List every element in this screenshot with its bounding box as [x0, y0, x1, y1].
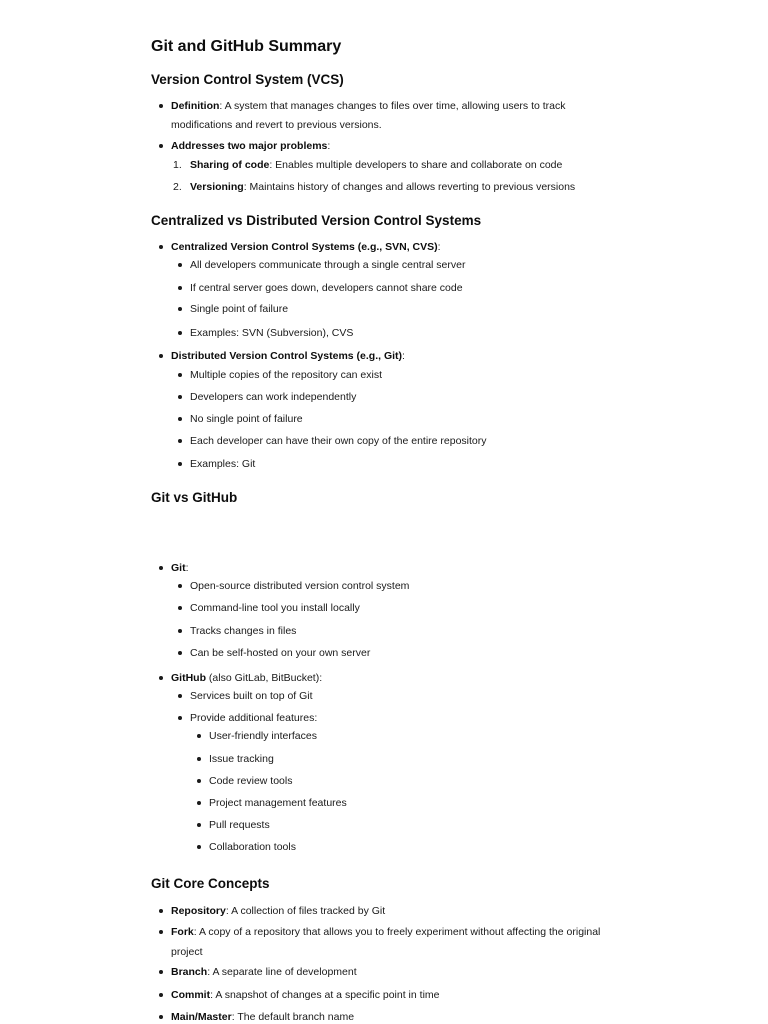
- list-item: Multiple copies of the repository can exist: [190, 369, 383, 381]
- list-item: Each developer can have their own copy of the entire repository: [190, 435, 487, 447]
- list-item-repository: Repository: A collection of files tracked by Git: [171, 905, 386, 917]
- list-item-problems: Addresses two major problems:: [171, 140, 331, 152]
- list-item-commit: Commit: A snapshot of changes at a specific point in time: [171, 989, 440, 1001]
- section-heading-cvd: Centralized vs Distributed Version Control Systems: [151, 213, 482, 228]
- list-item: Services built on top of Git: [190, 690, 313, 702]
- list-item: Provide additional features:: [190, 712, 318, 724]
- section-heading-git-vs-github: Git vs GitHub: [151, 490, 238, 505]
- list-item: Examples: Git: [190, 458, 256, 470]
- list-item: Code review tools: [209, 775, 293, 787]
- list-item: All developers communicate through a single central server: [190, 259, 466, 271]
- list-item: Pull requests: [209, 819, 270, 831]
- list-item: Tracks changes in files: [190, 625, 297, 637]
- list-item: Collaboration tools: [209, 841, 296, 853]
- list-item: User-friendly interfaces: [209, 730, 317, 742]
- list-item-fork: Fork: A copy of a repository that allows you to freely experiment without affecting the original: [171, 926, 601, 938]
- list-item-distributed: Distributed Version Control Systems (e.g., Git):: [171, 350, 405, 362]
- list-item-centralized: Centralized Version Control Systems (e.g., SVN, CVS):: [171, 241, 441, 253]
- list-item: Open-source distributed version control system: [190, 580, 410, 592]
- list-item-github: GitHub (also GitLab, BitBucket):: [171, 672, 323, 684]
- list-item: Issue tracking: [209, 753, 274, 765]
- list-item: Single point of failure: [190, 303, 289, 315]
- list-item: Examples: SVN (Subversion), CVS: [190, 327, 354, 339]
- list-item: Developers can work independently: [190, 391, 357, 403]
- list-item-definition-cont: modifications and revert to previous versions.: [171, 119, 382, 131]
- list-item: If central server goes down, developers cannot share code: [190, 282, 463, 294]
- list-item-definition: Definition: A system that manages changes to files over time, allowing users to track: [171, 100, 566, 112]
- list-item: No single point of failure: [190, 413, 303, 425]
- list-item-branch: Branch: A separate line of development: [171, 966, 357, 978]
- section-heading-vcs: Version Control System (VCS): [151, 72, 344, 87]
- list-item-fork-cont: project: [171, 946, 203, 958]
- ordered-item-versioning: 2. Versioning: Maintains history of changes and allows reverting to previous versions: [173, 181, 576, 193]
- page-title: Git and GitHub Summary: [151, 38, 342, 55]
- list-item: Can be self-hosted on your own server: [190, 647, 371, 659]
- list-item: Command-line tool you install locally: [190, 602, 360, 614]
- list-item-main-master: Main/Master: The default branch name: [171, 1011, 355, 1023]
- ordered-item-sharing: 1. Sharing of code: Enables multiple developers to share and collaborate on code: [173, 159, 563, 171]
- list-item-git: Git:: [171, 562, 189, 574]
- list-item: Project management features: [209, 797, 347, 809]
- section-heading-core-concepts: Git Core Concepts: [151, 876, 270, 891]
